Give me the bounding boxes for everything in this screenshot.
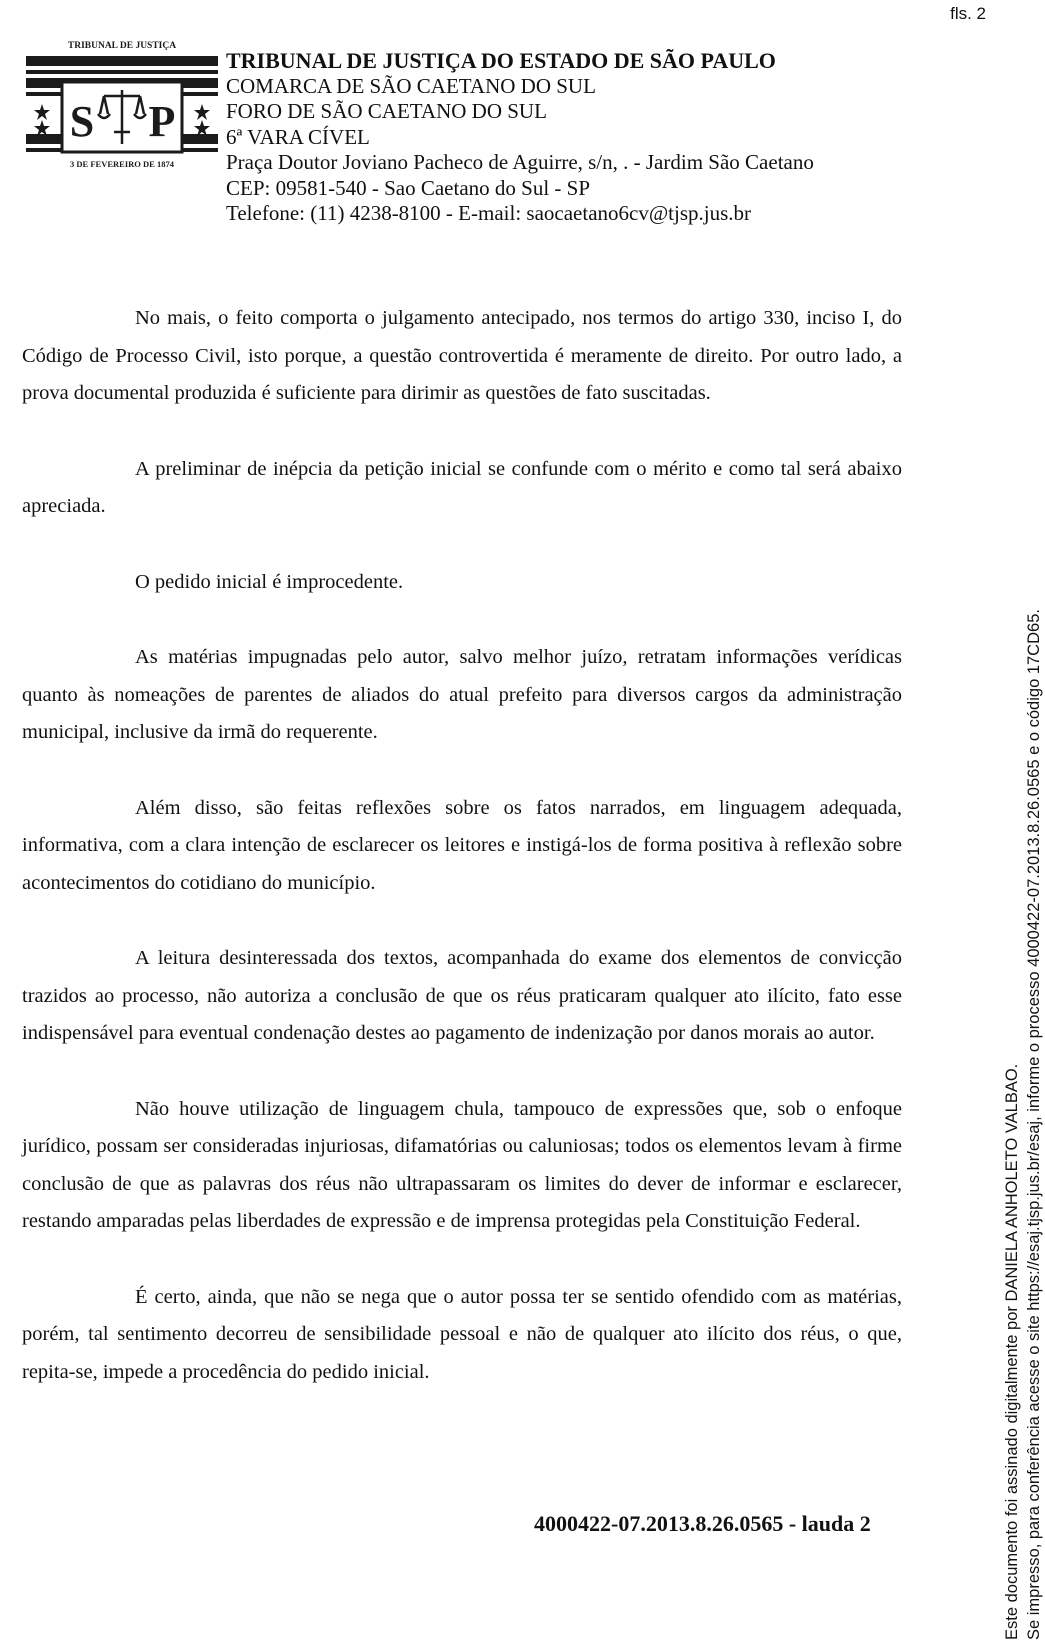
paragraph: A preliminar de inépcia da petição inicial se confunde com o mérito e como tal será abaixo apreciada.	[22, 457, 902, 517]
document-header	[24, 34, 924, 244]
comarca-line: COMARCA DE SÃO CAETANO DO SUL	[226, 73, 596, 98]
paragraph: As matérias impugnadas pelo autor, salvo melhor juízo, retratam informações verídicas quanto às nomeações de parentes de aliados do atual prefeito para diversos cargos da administração municipal, inclusive da irmã do requerente.	[22, 646, 902, 743]
paragraph: A leitura desinteressada dos textos, acompanhada do exame dos elementos de convicção trazidos ao processo, não autoriza a conclusão de que os réus praticaram qualquer ato ilícito, fato esse indispensável para eventual condenação destes ao pagamento de indenização por danos morais ao autor.	[22, 947, 902, 1044]
address-line: Praça Doutor Joviano Pacheco de Aguirre, s/n, . - Jardim São Caetano	[226, 150, 814, 174]
vara-line: 6ª VARA CÍVEL	[226, 124, 370, 149]
court-name: TRIBUNAL DE JUSTIÇA DO ESTADO DE SÃO PAULO	[226, 48, 776, 73]
logo-bottom-text: 3 DE FEVEREIRO DE 1874	[70, 159, 174, 169]
cep-line: CEP: 09581-540 - Sao Caetano do Sul - SP	[226, 175, 591, 200]
signature-line: Este documento foi assinado digitalmente por DANIELA ANHOLETO VALBAO.	[1003, 1063, 1021, 1640]
case-page-reference: 4000422-07.2013.8.26.0565 - lauda 2	[534, 1511, 871, 1536]
phone-email-line: Telefone: (11) 4238-8100 - E-mail: saocaetano6cv@tjsp.jus.br	[226, 201, 752, 225]
logo-letter-p: P	[148, 97, 176, 146]
paragraph: Não houve utilização de linguagem chula, tampouco de expressões que, sob o enfoque jurídico, possam ser consideradas injuriosas, difamatórias ou caluniosas; todos os elementos levam à firme conclusão de que as palavras dos réus não ultrapassaram os limites do dever de informar e esclarecer, restando amparadas pelas liberdades de expressão e de imprensa protegidas pela Constituição Federal.	[22, 1097, 902, 1232]
digital-signature-note	[1001, 500, 1045, 1640]
paragraph: Além disso, são feitas reflexões sobre os fatos narrados, em linguagem adequada, informativa, com a clara intenção de esclarecer os leitores e instigá-los de forma positiva à reflexão sobre acontecimentos do cotidiano do município.	[22, 796, 902, 894]
paragraph: O pedido inicial é improcedente.	[135, 570, 404, 593]
paragraph: É certo, ainda, que não se nega que o autor possa ter se sentido ofendido com as matérias, porém, tal sentimento decorreu de sensibilidade pessoal e não de qualquer ato ilícito dos réus, o que, repita-se, impede a procedência do pedido inicial.	[22, 1285, 902, 1383]
page-number-label: fls. 2	[950, 4, 986, 23]
court-seal-logo	[24, 34, 220, 176]
foro-line: FORO DE SÃO CAETANO DO SUL	[226, 99, 547, 123]
court-header-text	[226, 48, 814, 227]
logo-top-text: TRIBUNAL DE JUSTIÇA	[67, 41, 177, 51]
verification-line: Se impresso, para conferência acesse o site https://esaj.tjsp.jus.br/esaj, informe o processo 4000422-07.2013.8.26.0565 e o código 17CD65.	[1025, 609, 1043, 1640]
paragraph: No mais, o feito comporta o julgamento antecipado, nos termos do artigo 330, inciso I, do Código de Processo Civil, isto porque, a questão controvertida é meramente de direito. Por outro lado, a prova documental produzida é suficiente para dirimir as questões de fato suscitadas.	[22, 307, 902, 404]
logo-letter-s: S	[69, 97, 95, 146]
document-body	[22, 300, 902, 1429]
